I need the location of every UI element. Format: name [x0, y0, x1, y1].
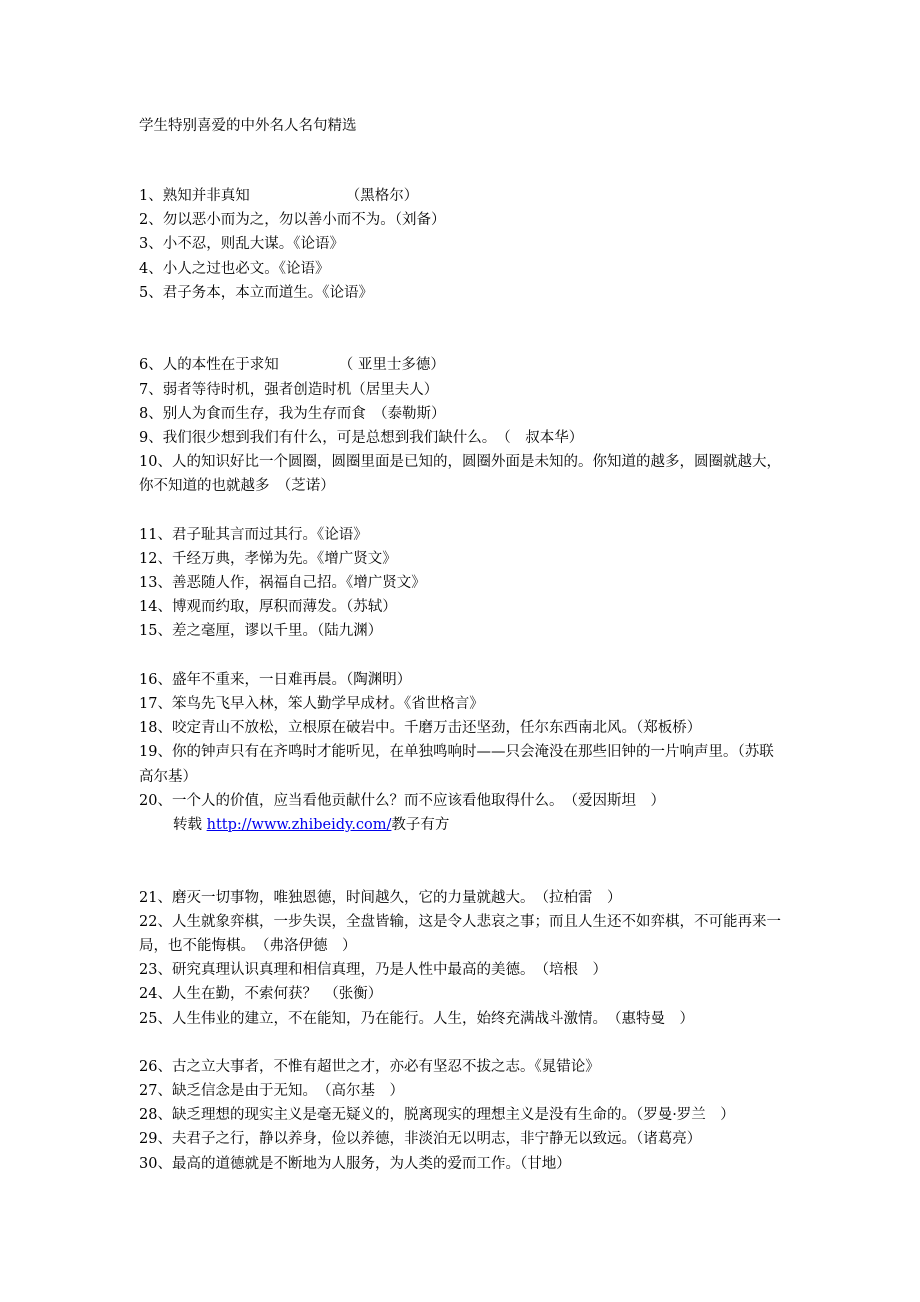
- quote-6: [139, 353, 789, 377]
- quote-4: 4、小人之过也必文。《论语》: [139, 260, 330, 277]
- quote-8: 8、别人为食而生存，我为生存而食 （泰勒斯）: [139, 405, 446, 422]
- quote-30: 30、最高的道德就是不断地为人服务，为人类的爱而工作。（甘地）: [139, 1155, 571, 1172]
- quote-14: 14、博观而约取，厚积而薄发。（苏轼）: [139, 599, 397, 616]
- quote-5: 5、君子务本，本立而道生。《论语》: [139, 284, 373, 301]
- quote-10: 10、人的知识好比一个圆圈，圆圈里面是已知的，圆圈外面是未知的。你知道的越多，圆圈就越大，你不知道的也就越多 （芝诺）: [139, 454, 781, 495]
- document-title: 学生特别喜爱的中外名人名句精选: [139, 118, 357, 134]
- quote-source: （ 亚里士多德）: [338, 357, 445, 374]
- quote-23: 23、研究真理认识真理和相信真理，乃是人性中最高的美德。 （培根 ）: [139, 962, 607, 979]
- quote-13: 13、善恶随人作，祸福自己招。《增广贤文》: [139, 575, 426, 592]
- quote-22: 22、人生就象弈棋，一步失误，全盘皆输，这是令人悲哀之事；而且人生还不如弈棋，不可能再来一局，也不能悔棋。 （弗洛伊德 ）: [139, 913, 781, 954]
- spacer: [139, 644, 789, 668]
- quote-3: 3、小不忍，则乱大谋。《论语》: [139, 236, 344, 253]
- quote-12: 12、千经万典，孝悌为先。《增广贤文》: [139, 550, 397, 567]
- quote-11: 11、君子耻其言而过其行。《论语》: [139, 526, 368, 543]
- quote-16: 16、盛年不重来，一日难再晨。（陶渊明）: [139, 671, 412, 688]
- quote-source: （黑格尔）: [345, 188, 419, 204]
- quote-27: 27、缺乏信念是由于无知。 （高尔基 ）: [139, 1083, 404, 1100]
- quote-20: 20、一个人的价值，应当看他贡献什么？而不应该看他取得什么。 （爱因斯坦 ）: [139, 792, 665, 809]
- quote-text: 6、人的本性在于求知: [139, 357, 279, 374]
- quote-28: 28、缺乏理想的现实主义是毫无疑义的，脱离现实的理想主义是没有生命的。（罗曼·罗兰 ）: [139, 1107, 735, 1124]
- quote-24: 24、人生在勤，不索何获？ （张衡）: [139, 986, 383, 1003]
- quote-18: 18、咬定青山不放松，立根原在破岩中。千磨万击还坚劲，任尔东西南北风。（郑板桥）: [139, 720, 702, 737]
- quote-15: 15、差之毫厘，谬以千里。（陆九渊）: [139, 623, 383, 640]
- quote-26: 26、古之立大事者，不惟有超世之才，亦必有坚忍不拔之志。《晁错论》: [139, 1058, 600, 1075]
- spacer: [139, 498, 789, 522]
- repost-suffix: 教子有方: [391, 816, 450, 833]
- quote-1: [139, 184, 789, 208]
- quote-25: 25、人生伟业的建立，不在能知，乃在能行。人生，始终充满战斗激情。 （惠特曼 ）: [139, 1010, 694, 1027]
- repost-line: [139, 813, 789, 837]
- quote-7: 7、弱者等待时机，强者创造时机（居里夫人）: [139, 381, 439, 398]
- quote-text: 1、熟知并非真知: [139, 188, 250, 204]
- spacer: [139, 837, 789, 885]
- quote-9: 9、我们很少想到我们有什么，可是总想到我们缺什么。 （ 叔本华）: [139, 429, 584, 446]
- quote-19: 19、你的钟声只有在齐鸣时才能听见，在单独鸣响时——只会淹没在那些旧钟的一片响声里。（苏联 高尔基）: [139, 744, 789, 785]
- quote-29: 29、夫君子之行，静以养身，俭以养德，非淡泊无以明志，非宁静无以致远。（诸葛亮）: [139, 1131, 702, 1148]
- repost-prefix: 转载: [173, 816, 207, 833]
- quote-17: 17、笨鸟先飞早入林，笨人勤学早成材。《省世格言》: [139, 695, 484, 712]
- quote-list: [139, 184, 789, 1176]
- spacer: [139, 305, 789, 353]
- repost-link[interactable]: http://www.zhibeidy.com/: [206, 816, 392, 833]
- spacer: [139, 1031, 789, 1055]
- quote-21: 21、磨灭一切事物，唯独恩德，时间越久，它的力量就越大。 （拉柏雷 ）: [139, 889, 622, 906]
- quote-2: 2、勿以恶小而为之，勿以善小而不为。（刘备）: [139, 212, 446, 229]
